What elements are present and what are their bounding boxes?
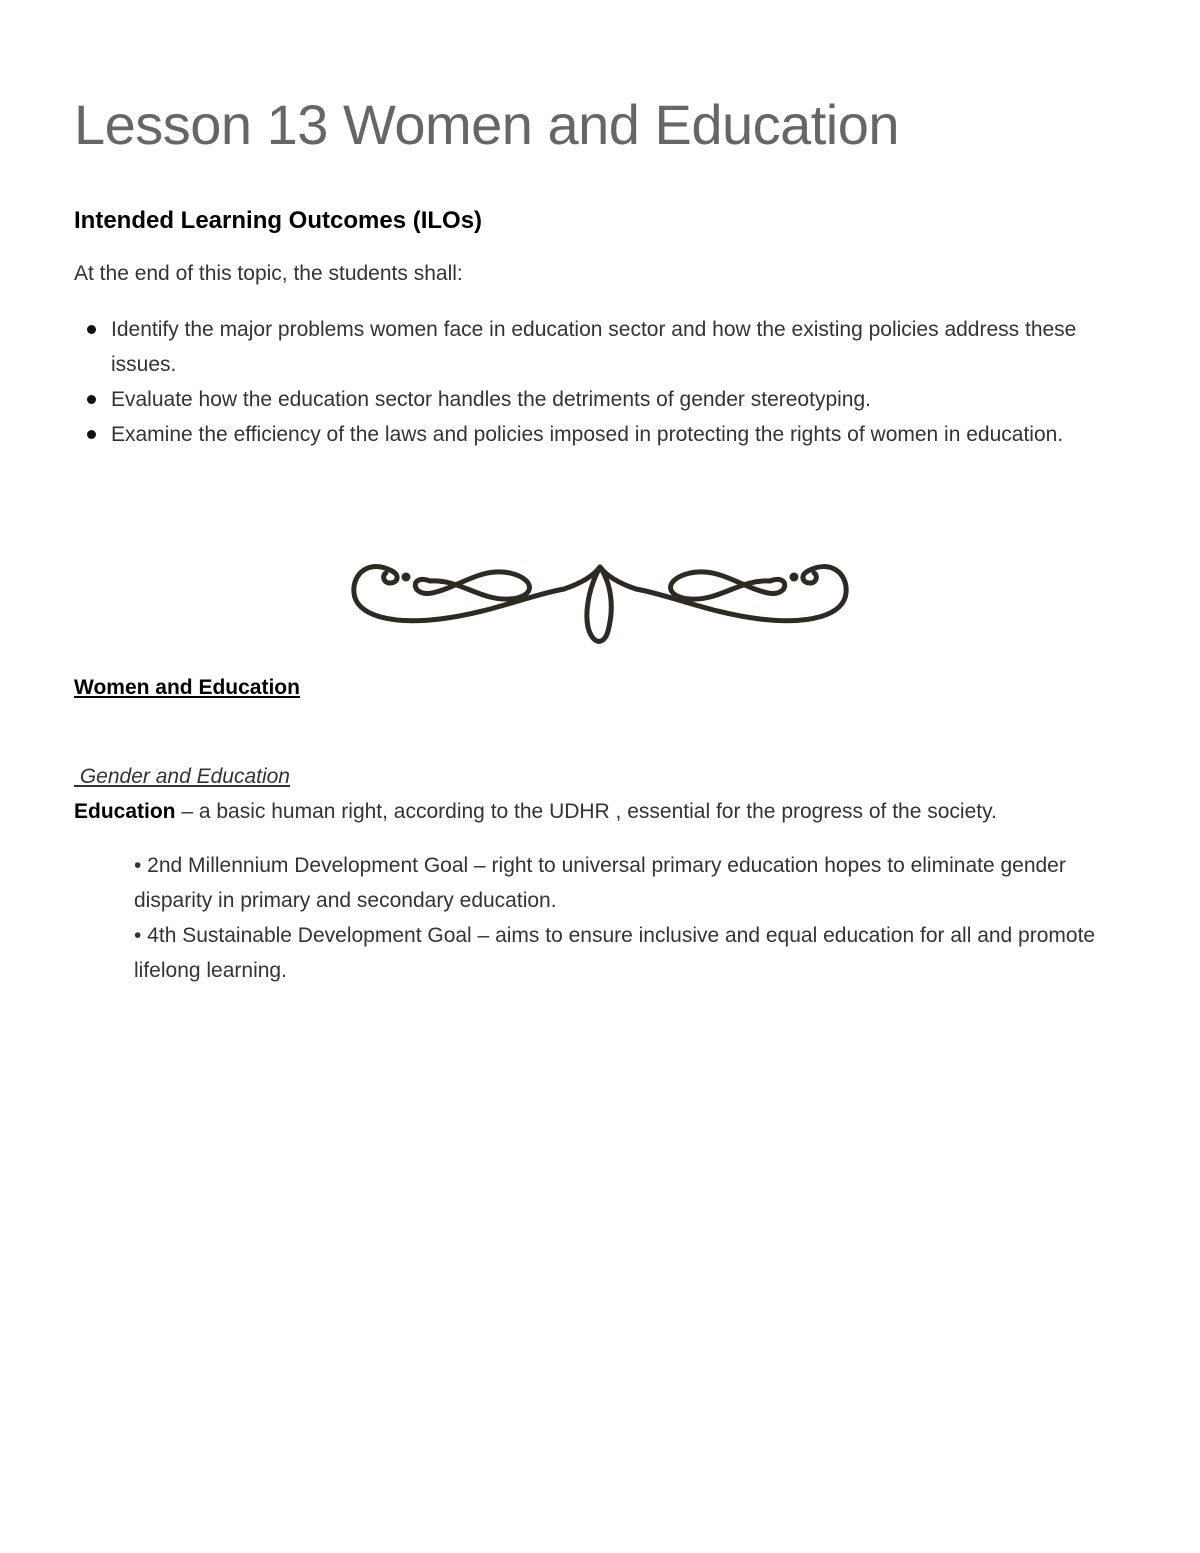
subsection-heading: Gender and Education bbox=[74, 765, 290, 788]
education-definition bbox=[74, 800, 997, 824]
bullet-icon bbox=[87, 395, 96, 404]
ilo-list-item bbox=[74, 312, 1114, 382]
ilo-list-item bbox=[74, 417, 1114, 452]
definition-text: – a basic human right, according to the UDHR , essential for the progress of the society. bbox=[175, 800, 997, 823]
ilo-item-text: Evaluate how the education sector handles the detriments of gender stereotyping. bbox=[111, 388, 871, 411]
page-title: Lesson 13 Women and Education bbox=[74, 93, 900, 156]
goal-item: • 2nd Millennium Development Goal – right to universal primary education hopes to eliminate gender disparity in primary and secondary education. bbox=[134, 854, 1066, 912]
section-heading: Women and Education bbox=[74, 676, 300, 699]
definition-term: Education bbox=[74, 800, 176, 823]
ilo-intro: At the end of this topic, the students shall: bbox=[74, 262, 463, 285]
bullet-icon bbox=[87, 325, 96, 334]
ilo-item-text: Identify the major problems women face in education sector and how the existing policies address these issues. bbox=[111, 318, 1077, 376]
goals-list bbox=[134, 848, 1134, 988]
ilo-heading: Intended Learning Outcomes (ILOs) bbox=[74, 207, 483, 234]
flourish-divider-icon bbox=[350, 553, 850, 653]
ilo-list-item bbox=[74, 382, 1114, 417]
bullet-icon bbox=[87, 430, 96, 439]
ilo-list bbox=[74, 312, 1114, 452]
ilo-item-text: Examine the efficiency of the laws and policies imposed in protecting the rights of women in education. bbox=[111, 423, 1064, 446]
goal-item: • 4th Sustainable Development Goal – aims to ensure inclusive and equal education for all and promote lifelong learning. bbox=[134, 924, 1096, 982]
